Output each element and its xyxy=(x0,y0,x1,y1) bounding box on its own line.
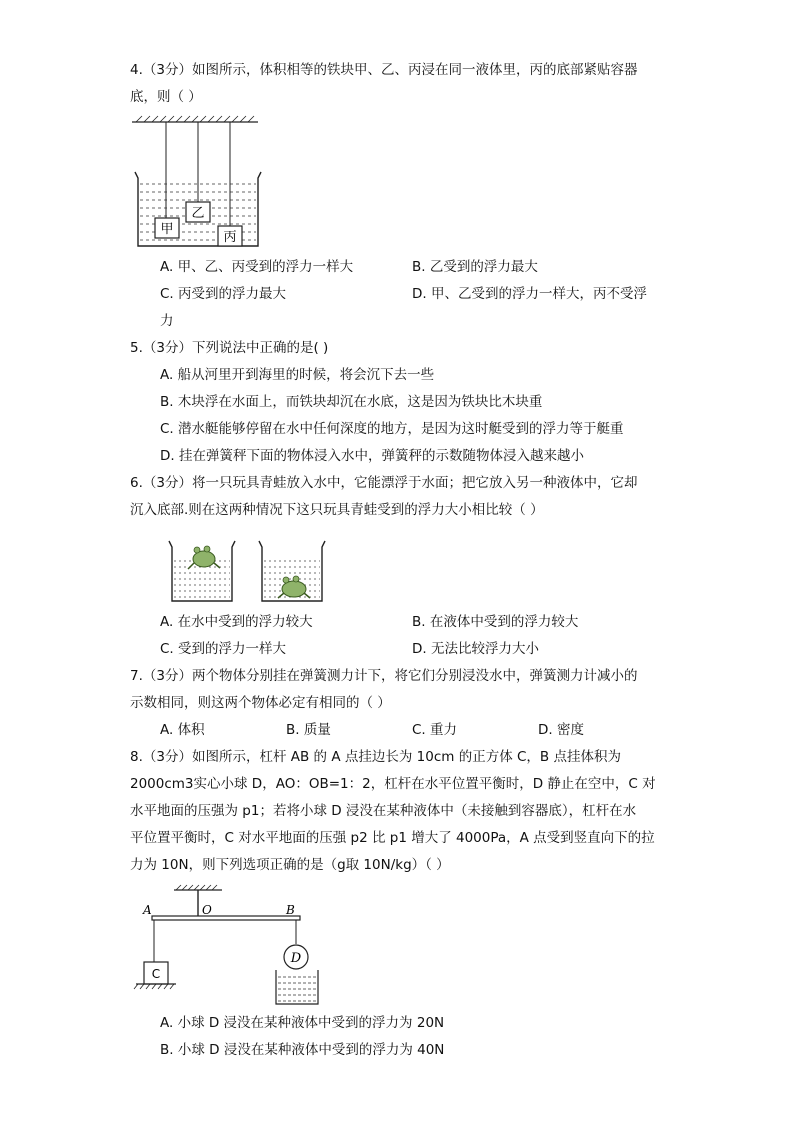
q8-option-a[interactable]: A. 小球 D 浸没在某种液体中受到的浮力为 20N xyxy=(160,1015,445,1031)
q7-stem-line1: 7.（3分）两个物体分别挂在弹簧测力计下，将它们分别浸没水中，弹簧测力计减小的 xyxy=(130,668,638,684)
q6-option-d[interactable]: D. 无法比较浮力大小 xyxy=(412,641,539,657)
ball-d-label: D xyxy=(290,951,302,966)
q4-option-a[interactable]: A. 甲、乙、丙受到的浮力一样大 xyxy=(160,259,354,275)
q8-stem-line4: 平位置平衡时，C 对水平地面的压强 p2 比 p1 增大了 4000Pa，A 点受到竖直向下的拉 xyxy=(130,830,655,846)
q6-figure xyxy=(164,535,334,605)
q8-stem-line1: 8.（3分）如图所示，杠杆 AB 的 A 点挂边长为 10cm 的正方体 C，B 点挂体积为 xyxy=(130,749,621,765)
q7-option-c[interactable]: C. 重力 xyxy=(412,722,458,738)
label-bing: 丙 xyxy=(223,230,237,245)
point-a-label: A xyxy=(143,903,152,917)
q5-option-a[interactable]: A. 船从河里开到海里的时候，将会沉下去一些 xyxy=(160,367,435,383)
point-b-label: B xyxy=(286,903,295,917)
q4-option-d[interactable]: D. 甲、乙受到的浮力一样大，丙不受浮 xyxy=(412,286,647,302)
q6-option-a[interactable]: A. 在水中受到的浮力较大 xyxy=(160,614,313,630)
q4-stem-line2: 底，则（ ） xyxy=(130,89,202,105)
frog-floating-icon xyxy=(188,546,220,569)
q7-option-a[interactable]: A. 体积 xyxy=(160,722,205,738)
q6-stem-line2: 沉入底部.则在这两种情况下这只玩具青蛙受到的浮力大小相比较（ ） xyxy=(130,502,544,518)
q8-stem-line2: 2000cm3实心小球 D，AO：OB=1：2，杠杆在水平位置平衡时，D 静止在空中，C 对 xyxy=(130,776,656,792)
q7-stem-line2: 示数相同，则这两个物体必定有相同的（ ） xyxy=(130,695,391,711)
q6-option-c[interactable]: C. 受到的浮力一样大 xyxy=(160,641,287,657)
q8-lever-figure xyxy=(130,882,330,1010)
q7-option-d[interactable]: D. 密度 xyxy=(538,722,584,738)
q4-option-b[interactable]: B. 乙受到的浮力最大 xyxy=(412,259,538,275)
cube-c-label: C xyxy=(151,967,161,981)
q6-option-b[interactable]: B. 在液体中受到的浮力较大 xyxy=(412,614,579,630)
q4-option-d-cont: 力 xyxy=(160,313,174,329)
q8-stem-line5: 力为 10N，则下列选项正确的是（g取 10N/kg）（ ） xyxy=(130,857,450,873)
q5-option-c[interactable]: C. 潜水艇能够停留在水中任何深度的地方，是因为这时艇受到的浮力等于艇重 xyxy=(160,421,624,437)
label-yi: 乙 xyxy=(191,206,205,221)
q6-stem-line1: 6.（3分）将一只玩具青蛙放入水中，它能漂浮于水面；把它放入另一种液体中，它却 xyxy=(130,475,638,491)
q5-stem: 5.（3分）下列说法中正确的是( ) xyxy=(130,340,329,356)
q5-option-d[interactable]: D. 挂在弹簧秤下面的物体浸入水中，弹簧秤的示数随物体浸入越来越小 xyxy=(160,448,584,464)
q4-stem-line1: 4.（3分）如图所示，体积相等的铁块甲、乙、丙浸在同一液体里，丙的底部紧贴容器 xyxy=(130,62,638,78)
q4-figure xyxy=(130,112,270,254)
pivot-o-label: O xyxy=(202,903,212,917)
label-jia: 甲 xyxy=(160,222,174,237)
q8-stem-line3: 水平地面的压强为 p1；若将小球 D 浸没在某种液体中（未接触到容器底），杠杆在水 xyxy=(130,803,637,819)
q8-option-b[interactable]: B. 小球 D 浸没在某种液体中受到的浮力为 40N xyxy=(160,1042,445,1058)
q4-option-c[interactable]: C. 丙受到的浮力最大 xyxy=(160,286,287,302)
q7-option-b[interactable]: B. 质量 xyxy=(286,722,331,738)
q5-option-b[interactable]: B. 木块浮在水面上，而铁块却沉在水底，这是因为铁块比木块重 xyxy=(160,394,543,410)
